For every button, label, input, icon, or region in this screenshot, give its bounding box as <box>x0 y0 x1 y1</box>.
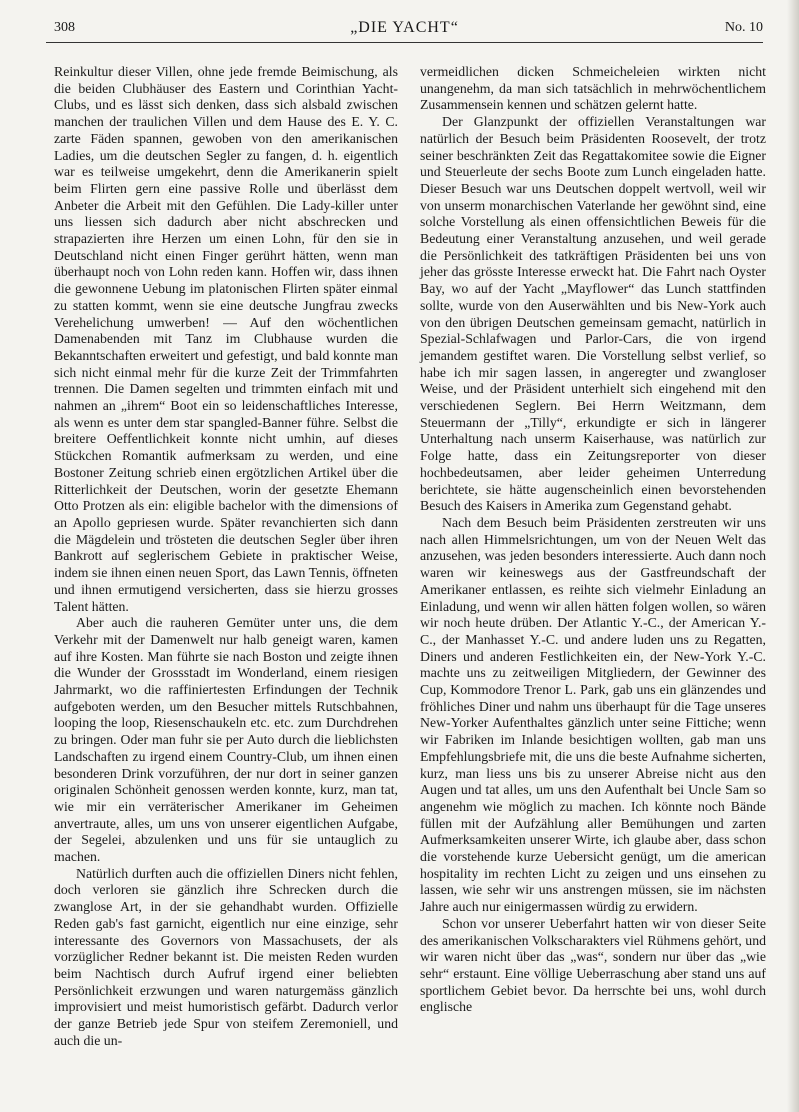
paragraph: Schon vor unserer Ueberfahrt hatten wir von dieser Seite des amerikanischen Volkscharakters viel Rühmens gehört, und wir waren nicht über das „was“, sondern nur über das „wie sehr“ erstaunt. Eine völlige Ueberraschung aber stand uns auf sportlichem Gebiet bevor. Da herrschte bei uns, wohl durch englische <box>420 915 766 1015</box>
paragraph: Natürlich durften auch die offiziellen Diners nicht fehlen, doch verloren sie gänzlich ihre Schrecken durch die zwanglose Art, in der sie gehandhabt wurden. Offizielle Reden gab's fast garnicht, eigentlich nur eine einzige, sehr interessante des Governors von Massachusets, der als vorzüglicher Redner bekannt ist. Die meisten Reden wurden beim Nachtisch durch Aufruf irgend einer beliebten Persönlichkeit erzwungen und waren naturgemäss gänzlich improvisiert und meist humoristisch gefärbt. Dadurch verlor der ganze Betrieb jede Spur von steifem Zeremoniell, und auch die un- <box>54 865 398 1048</box>
left-column <box>54 64 398 1049</box>
page-header <box>46 16 763 44</box>
issue-number: No. 10 <box>724 20 763 35</box>
page-number: 308 <box>54 20 75 35</box>
page-edge-shadow <box>787 0 799 1112</box>
header-rule <box>46 42 763 43</box>
paragraph: vermeidlichen dicken Schmeicheleien wirkten nicht unangenehm, da man sich tatsächlich in mehrwöchentlichem Zusammensein kennen und schätzen gelernt hatte. <box>420 64 766 113</box>
paragraph: Reinkultur dieser Villen, ohne jede fremde Beimischung, als die beiden Clubhäuser des Eastern und Corinthian Yacht-Clubs, und es lässt sich denken, dass sich alsbald zwischen manchen der traulichen Villen und dem Hause des E. Y. C. zarte Fäden spannen, gewoben von den amerikanischen Ladies, um die deutschen Segler zu fangen, d. h. eigentlich war es teilweise umgekehrt, denn die Amerikanerin spielt beim Flirten gern eine passive Rolle und überlässt dem Anbeter die Arbeit mit den Gefühlen. Die Lady-killer unter uns liessen sich dadurch aber nicht abschrecken und strapazierten ihre Herzen um einen Lohn, für den sie in Deutschland nicht einen Finger gerührt hätten, wenn man überhaupt noch von Lohn reden kann. Hoffen wir, dass ihnen die gewonnene Uebung im platonischen Flirten später einmal zu statten kommt, wenn sie eine deutsche Jungfrau zwecks Verehelichung umwerben! — Auf den wöchentlichen Damenabenden mit Tanz im Clubhause wurden die Bekanntschaften erweitert und gefestigt, und bald konnte man sich nicht einmal mehr für die kurze Zeit der Trimmfahrten trennen. Die Damen segelten und trimmten einfach mit und nahmen an „ihrem“ Boot ein so leidenschaftliches Interesse, als wenn es unter dem star spangled-Banner führe. Selbst die breitere Oeffentlichkeit konnte nicht umhin, auf dieses Stückchen Romantik aufmerksam zu werden, und eine Bostoner Zeitung schrieb einen ergötzlichen Artikel über die Ritterlichkeit der Deutschen, worin der gesetzte Ehemann Otto Protzen als ein: eligible bachelor with the dimensions of an Apollo gepriesen wurde. Später revanchierten sich dann die Mägdelein und trösteten die deutschen Segler über ihren Bankrott auf seglerischem Gebiete in praktischer Weise, indem sie ihnen einen neuen Sport, das Lawn Tennis, öffneten und ihnen ermutigend versicherten, dass sie hierzu grosses Talent hätten. <box>54 64 398 614</box>
paragraph: Der Glanzpunkt der offiziellen Veranstaltungen war natürlich der Besuch beim Präsidenten Roosevelt, der trotz seiner beschränkten Zeit das Regattakomitee sowie die Eigner und Steuerleute der sechs Boote zum Lunch eingeladen hatte. Dieser Besuch war uns Deutschen doppelt wertvoll, weil wir von unserm monarchischen Vaterlande her gewöhnt sind, eine solche Vorstellung als einen offensichtlichen Beweis für die Bedeutung einer Veranstaltung anzusehen, und weil gerade die Persönlichkeit des tatkräftigen Präsidenten bei uns von jeher das grösste Interesse erweckt hat. Die Fahrt nach Oyster Bay, wo auf der Yacht „Mayflower“ das Lunch stattfinden sollte, wurde von den Auserwählten und bis New-York auch von den übrigen Deutschen gemeinsam gemacht, natürlich in Spezial-Schlafwagen und Parlor-Cars, die von irgend jemandem gestiftet waren. Die Vorstellung selbst verlief, so habe ich mir sagen lassen, in angeregter und zwangloser Weise, und der Präsident unterhielt sich eingehend mit den verschiedenen Seglern. Bei Herrn Weitzmann, dem Steuermann der „Tilly“, erkundigte er sich in längerer Unterhaltung nach unserm Kaiserhause, was natürlich zur Folge hatte, dass ein Zeitungsreporter von dieser hochbedeutsamen, aber leider geheimen Unterredung berichtete, sie hätte augenscheinlich einen bevorstehenden Besuch des Kaisers in Amerika zum Gegenstand gehabt. <box>420 114 766 514</box>
right-column <box>420 64 766 1016</box>
paragraph: Aber auch die rauheren Gemüter unter uns, die dem Verkehr mit der Damenwelt nur halb geneigt waren, kamen auf ihre Kosten. Man führte sie nach Boston und zeigte ihnen die Wunder der Grossstadt im Wonderland, einem riesigen Jahrmarkt, wo die raffiniertesten Erfindungen der Technik aufgeboten werden, um den Besucher mittels Rutschbahnen, looping the loop, Riesenschaukeln etc. etc. zum Durchdrehen zu bringen. Oder man fuhr sie per Auto durch die lieblichsten Landschaften zu irgend einem Country-Club, um ihnen einen besonderen Drink vorzuführen, der nur dort in seiner ganzen originalen Schönheit genossen werden konnte, kurz, man tat, wie mir ein verräterischer Amerikaner im Geheimen anvertraute, alles, um uns von unserer eigentlichen Aufgabe, der Segelei, abzulenken und uns für sie untauglich zu machen. <box>54 615 398 865</box>
journal-title: „DIE YACHT“ <box>350 19 459 36</box>
paragraph: Nach dem Besuch beim Präsidenten zerstreuten wir uns nach allen Himmelsrichtungen, um von der Neuen Welt das anzusehen, was jeden besonders interessierte. Auch dann noch waren wir keineswegs aus der Gastfreundschaft der Amerikaner entlassen, es reihte sich vielmehr Einladung an Einladung, und wenn wir allen hätten folgen wollen, so wären wir noch heute drüben. Der Atlantic Y.-C., der American Y.-C., der Manhasset Y.-C. und andere luden uns zu Regatten, Diners und anderen Festlichkeiten ein, der New-York Y.-C. machte uns zu zeitweiligen Mitgliedern, der Gewinner des Cup, Kommodore Trenor L. Park, gab uns ein glänzendes und fröhliches Diner und nahm uns überhaupt für die Tage unseres New-Yorker Aufenthaltes gänzlich unter seine Fittiche; wenn wir Fabriken im Inlande besichtigen wollten, gab man uns Empfehlungsbriefe mit, die uns die beste Aufnahme sicherten, kurz, man liess uns bis zu unserer Abreise nicht aus den Augen und tat alles, um uns den Aufenthalt bei Uncle Sam so angenehm wie möglich zu machen. Ich könnte noch Bände füllen mit der Aufzählung aller Bemühungen und zarten Aufmerksamkeiten unserer Wirte, ich glaube aber, dass schon die vorstehende kurze Uebersicht genügt, um die american hospitality im rechten Licht zu zeigen und uns einsehen zu lassen, wie sehr wir uns anstrengen müssen, sie im nächsten Jahre auch nur einigermassen würdig zu erwidern. <box>420 514 766 915</box>
